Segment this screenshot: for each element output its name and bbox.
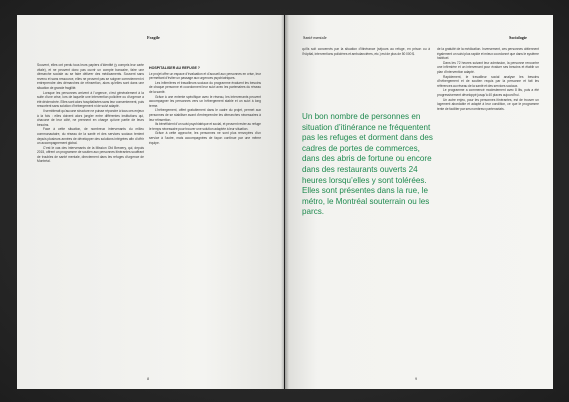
paragraph: Ils bénéficient d’un suivi psychiatrique et social, et peuvent rester au refuge le temps nécessaire pour trouver une solution adaptée à leur situation. (149, 122, 261, 131)
right-page (285, 15, 553, 389)
paragraph: Grâce à cette approche, les personnes ne sont plus renvoyées d’un service à l’autre, mais accompagnées de façon continue par une même équipe. (149, 131, 261, 145)
right-running-head-left: Santé mentale (303, 35, 327, 40)
paragraph: qu’ils soit concernés par la situation d’itinérance (séjours au refuge, en prison ou à l’hôpital, interventions policières et ambulancières, etc.) est de plus de 50 000 $. (302, 47, 430, 56)
paragraph: Il semblerait qu’aucune structure ne puisse répondre à tous ces enjeux à la fois : elles doivent alors jongler entre différentes institutions qui, chacune de leur côté, ne prennent en charge qu’une partie de leurs besoins. (37, 108, 144, 127)
paragraph: Le projet offre un espace d’évaluation et d’accueil aux personnes en crise, leur permettant d’éviter un passage aux urgences psychiatriques. (149, 71, 261, 81)
pull-quote: Un bon nombre de personnes en situation d’itinérance ne fréquentent pas les refuges et dorment dans des cadres de portes de commerces, dans des abris de fortune ou encore dans des restaurants ouverts 24 heures lorsqu’elles y sont tolérées. Elles sont présentes dans la rue, le métro, le Montréal souterrain ou les parcs. (302, 112, 433, 217)
right-column-1-bottom (302, 225, 430, 365)
paragraph: Un autre enjeu, pour les personnes itinérantes, est de trouver un logement abordable et adapté à leur condition, ce que le programme tente de faciliter par ses nombreux partenariats. (437, 97, 539, 111)
paragraph: Rapidement, le travailleur social analyse les besoins d’hébergement et de soutien requis par la personne et fait les références au réseau de la santé et des services sociaux. (437, 74, 539, 88)
right-column-2 (437, 47, 539, 357)
left-column-1 (37, 63, 144, 363)
right-column-top (302, 47, 430, 109)
paragraph: Face à cette situation, de nombreux intervenants du milieu communautaire, du réseau de la santé et des services sociaux tentent depuis plusieurs années de développer des solutions intégrées afin d’offrir un accompagnement global. (37, 127, 144, 146)
left-running-head: Fragile (147, 35, 160, 40)
paragraph: Dans les 72 heures suivant leur admission, la personne rencontre une infirmière et un intervenant pour évaluer ses besoins et établir un plan d’intervention adapté. (437, 60, 539, 74)
paragraph: L’hébergement, offert gratuitement dans le cadre du projet, permet aux personnes de se stabiliser avant d’entreprendre les démarches nécessaires à leur réinsertion. (149, 108, 261, 122)
paragraph: Le programme a commencé modestement avec 8 lits, puis a été progressivement développé jusqu’à 40 places aujourd’hui. (437, 88, 539, 97)
paragraph: Grâce à une entente spécifique avec le réseau, les intervenants peuvent accompagner les personnes vers un hébergement stable et un suivi à long terme. (149, 94, 261, 108)
paragraph: C’est le cas des intervenants de la Mission Old Brewery, qui, depuis 2015, offrent un programme de soutien aux personnes itinérantes souffrant de troubles de santé mentale, directement dans les refuges d’urgence de Montréal. (37, 145, 144, 164)
paragraph: Souvent, elles ont perdu tous leurs papiers d’identité (y compris leur carte vitale), et ne peuvent donc pas ouvrir un compte bancaire, faire une démarche sociale ou se faire délivrer des médicaments. Souvent sans revenu et sans ressource, elles ne peuvent pas se soigner correctement ni entreprendre des démarches de réinsertion, alors qu’elles sont dans une situation de grande fragilité. (37, 63, 144, 90)
paragraph: Lorsque les personnes arrivent à l’urgence, c’est généralement à la suite d’une crise, lors de laquelle une intervention policière ou d’urgence a été déclenchée. Elles sont alors hospitalisées sans leur consentement, puis ressortent sans solution d’hébergement ni de suivi adapté. (37, 90, 144, 109)
left-column-2 (149, 63, 261, 363)
paragraph: Les infirmières et travailleurs sociaux du programme évaluent les besoins de chaque personne et coordonnent leur suivi avec les partenaires du réseau de la santé. (149, 80, 261, 94)
left-page-number: 8 (147, 377, 150, 381)
right-page-number: 9 (415, 377, 418, 381)
book-gutter (281, 15, 289, 389)
magazine-spread (17, 15, 553, 389)
section-heading: HOSPITALISER AU REFUGE ? (149, 66, 200, 70)
right-running-head-right: Sociologie (509, 35, 527, 40)
paragraph: de la gratuité de la médication. Inversement, ces personnes obtiennent également un suivi plus rapide et mieux coordonné que dans le système habituel. (437, 47, 539, 61)
left-page (17, 15, 284, 389)
